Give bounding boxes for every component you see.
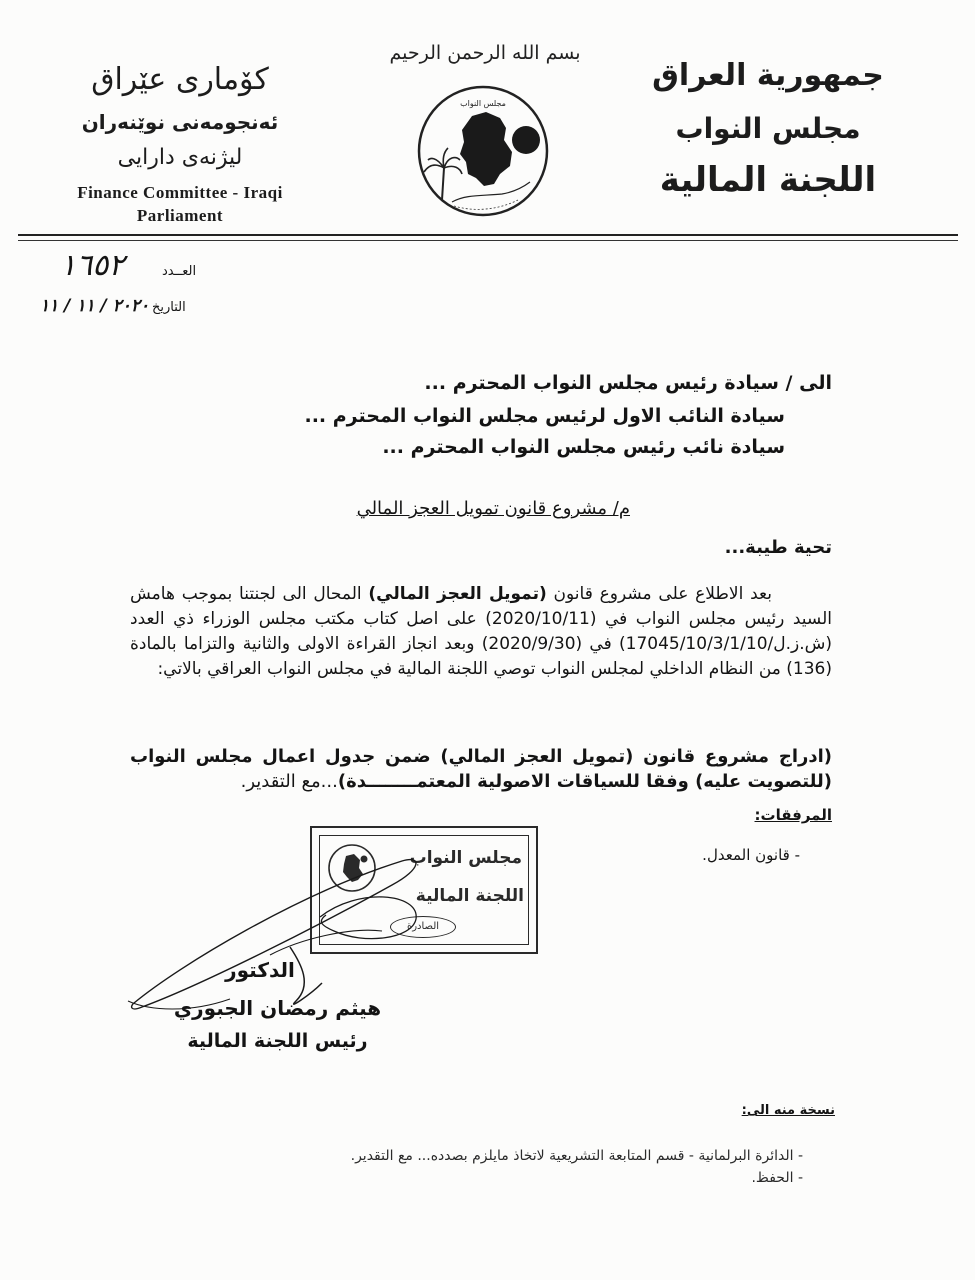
reference-number: ١٦٥٢ (60, 248, 125, 283)
signatory-position: رئيس اللجنة المالية (187, 1030, 368, 1052)
attachment-item: - قانون المعدل. (702, 846, 800, 864)
header-kurdish-republic: کۆماری عێراق (91, 62, 269, 97)
header-kurdish-committee: لیژنەی دارایی (117, 145, 243, 170)
letter-recommendation (130, 744, 832, 794)
signatory-title: الدكتور (225, 958, 295, 982)
recommendation-closing: ...مع التقدير. (240, 771, 338, 792)
body-part-after: المحال الى لجنتنا بموجب هامش السيد رئيس مجلس النواب في (2020/10/11) على اصل كتاب مكتب مجلس الوزراء ذي العدد (ش.ز.ل/17045/10/3/1/10) في (2020/9/30) وبعد انجاز القراءة الاولى والثانية والتزاما بالمادة (136) من النظام الداخلي لمجلس النواب توصي اللجنة المالية في مجلس النواب العراقي بالاتي: (130, 584, 832, 679)
header-council-of-representatives: مجلس النواب (675, 112, 861, 145)
stamp-outgoing-badge: الصادرة (390, 916, 456, 938)
header-republic-of-iraq: جمهورية العراق (652, 58, 884, 93)
reference-date-label: التاريخ (152, 300, 186, 315)
header-finance-committee: اللجنة المالية (659, 160, 877, 200)
body-part-before: بعد الاطلاع على مشروع قانون (546, 584, 772, 604)
reference-number-label: العــدد (162, 264, 197, 279)
stamp-line-committee: اللجنة المالية (415, 886, 524, 906)
signatory-name: هيثم رمضان الجبوري (173, 996, 382, 1020)
reference-date: ٢٠٢٠ / ١١ / ١١ (40, 296, 150, 316)
header-divider-thin (18, 240, 958, 241)
copy-item-archive: - الحفظ. (751, 1170, 803, 1186)
parliament-seal-icon (414, 82, 552, 220)
recipient-speaker: الى / سيادة رئيس مجلس النواب المحترم ... (424, 372, 832, 394)
handwritten-signature-icon (120, 835, 440, 1020)
attachments-label: المرفقات: (754, 806, 832, 824)
letter-body (130, 582, 832, 682)
copies-label: نسخة منه الى: (741, 1103, 835, 1118)
letter-greeting: تحية طيبة... (724, 537, 832, 558)
body-part-highlight: (تمويل العجز المالي) (368, 584, 547, 604)
header-english-line1: Finance Committee - Iraqi (77, 183, 283, 202)
copy-item-parliamentary-department: - الدائرة البرلمانية - قسم المتابعة التشريعية لاتخاذ مايلزم بصدده... مع التقدير. (350, 1148, 803, 1164)
letter-subject: م/ مشروع قانون تمويل العجز المالي (356, 498, 630, 519)
basmala: بسم الله الرحمن الرحيم (389, 42, 581, 64)
header-divider-thick (18, 234, 958, 236)
recipient-deputy: سيادة نائب رئيس مجلس النواب المحترم ... (382, 436, 785, 458)
header-kurdish-council: ئەنجومەنی نوێنەران (81, 110, 279, 134)
recipient-first-deputy: سيادة النائب الاول لرئيس مجلس النواب المحترم ... (304, 405, 785, 427)
stamp-line-council: مجلس النواب (409, 848, 522, 868)
seal-text: مجلس النواب (460, 99, 506, 108)
header-english-line2: Parliament (136, 206, 224, 225)
recommendation-text: (ادراج مشروع قانون (تمويل العجز المالي) ضمن جدول اعمال مجلس النواب (للتصويت عليه) وفقا للسياقات الاصولية المعتمــــــــدة) (130, 746, 832, 792)
